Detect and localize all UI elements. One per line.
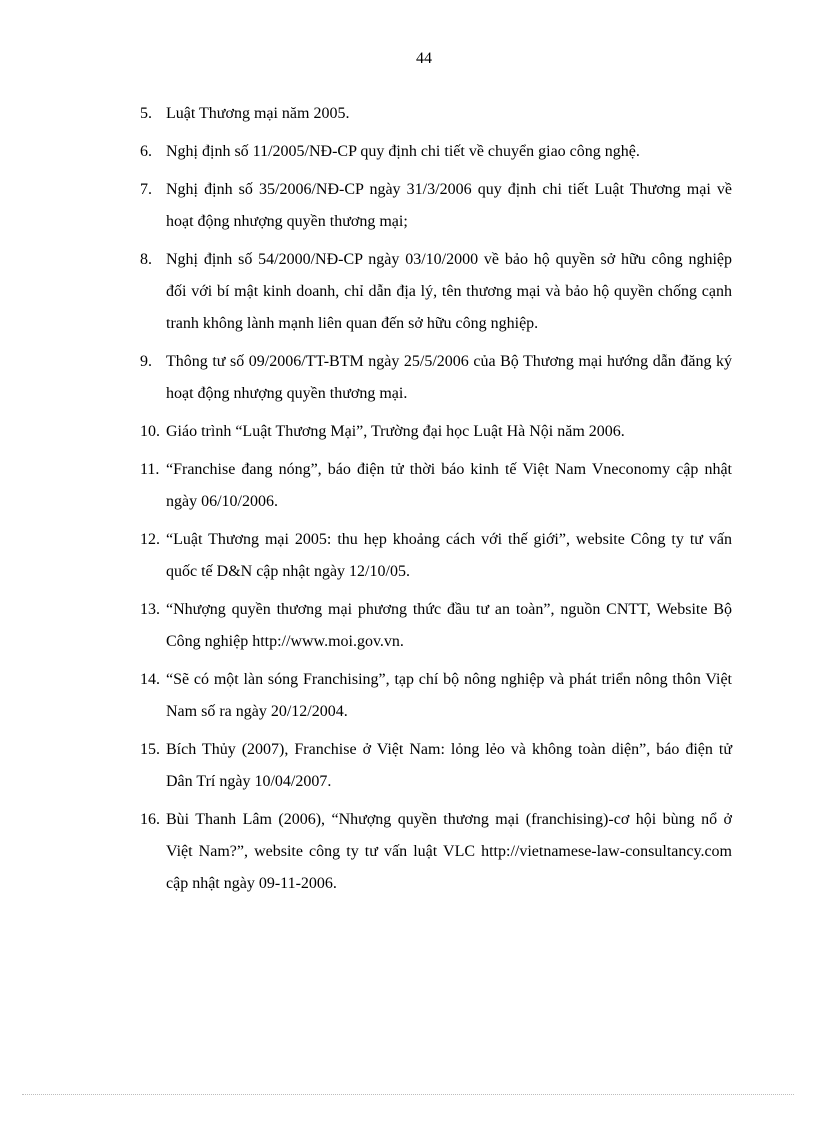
reference-number: 12. [140, 531, 160, 548]
reference-number: 7. [140, 181, 152, 198]
page-bottom-divider [22, 1094, 794, 1095]
reference-item [140, 804, 732, 900]
reference-text: “Sẽ có một làn sóng Franchising”, tạp chí bộ nông nghiệp và phát triển nông thôn Việt Nam số ra ngày 20/12/2004. [166, 671, 732, 720]
reference-number: 13. [140, 601, 160, 618]
reference-number: 6. [140, 143, 152, 160]
reference-text: Nghị định số 11/2005/NĐ-CP quy định chi tiết về chuyển giao công nghệ. [166, 143, 640, 160]
reference-text: Luật Thương mại năm 2005. [166, 105, 350, 122]
reference-list [140, 98, 732, 906]
reference-text: Giáo trình “Luật Thương Mại”, Trường đại học Luật Hà Nội năm 2006. [166, 423, 625, 440]
reference-number: 14. [140, 671, 160, 688]
reference-text: Bùi Thanh Lâm (2006), “Nhượng quyền thương mại (franchising)-cơ hội bùng nổ ở Việt Nam?”, website công ty tư vấn luật VLC http://vietnamese-law-consultancy.com cập nhật ngày 09-11-2006. [166, 811, 732, 892]
reference-text: Nghị định số 54/2000/NĐ-CP ngày 03/10/2000 về bảo hộ quyền sở hữu công nghiệp đối với bí mật kinh doanh, chỉ dẫn địa lý, tên thương mại và bảo hộ quyền chống cạnh tranh không lành mạnh liên quan đến sở hữu công nghiệp. [166, 251, 732, 332]
reference-number: 5. [140, 105, 152, 122]
reference-number: 16. [140, 811, 160, 828]
reference-number: 9. [140, 353, 152, 370]
reference-number: 11. [140, 461, 160, 478]
reference-number: 8. [140, 251, 152, 268]
page-number: 44 [416, 50, 432, 67]
reference-text: “Luật Thương mại 2005: thu hẹp khoảng cách với thế giới”, website Công ty tư vấn quốc tế D&N cập nhật ngày 12/10/05. [166, 531, 732, 580]
reference-text: Nghị định số 35/2006/NĐ-CP ngày 31/3/2006 quy định chi tiết Luật Thương mại về hoạt động nhượng quyền thương mại; [166, 181, 732, 230]
reference-text: “Nhượng quyền thương mại phương thức đầu tư an toàn”, nguồn CNTT, Website Bộ Công nghiệp http://www.moi.gov.vn. [166, 601, 732, 650]
reference-number: 15. [140, 741, 160, 758]
reference-item [140, 416, 732, 448]
reference-number: 10. [140, 423, 160, 440]
reference-item [140, 594, 732, 658]
reference-item [140, 174, 732, 238]
reference-item [140, 136, 732, 168]
reference-item [140, 244, 732, 340]
reference-text: Bích Thủy (2007), Franchise ở Việt Nam: lỏng lẻo và không toàn diện”, báo điện tử Dân Trí ngày 10/04/2007. [166, 741, 732, 790]
reference-text: Thông tư số 09/2006/TT-BTM ngày 25/5/2006 của Bộ Thương mại hướng dẫn đăng ký hoạt động nhượng quyền thương mại. [166, 353, 732, 402]
reference-item [140, 524, 732, 588]
reference-item [140, 664, 732, 728]
reference-item [140, 734, 732, 798]
reference-text: “Franchise đang nóng”, báo điện tử thời báo kinh tế Việt Nam Vneconomy cập nhật ngày 06/10/2006. [166, 461, 732, 510]
reference-item [140, 346, 732, 410]
reference-item [140, 454, 732, 518]
reference-item [140, 98, 732, 130]
